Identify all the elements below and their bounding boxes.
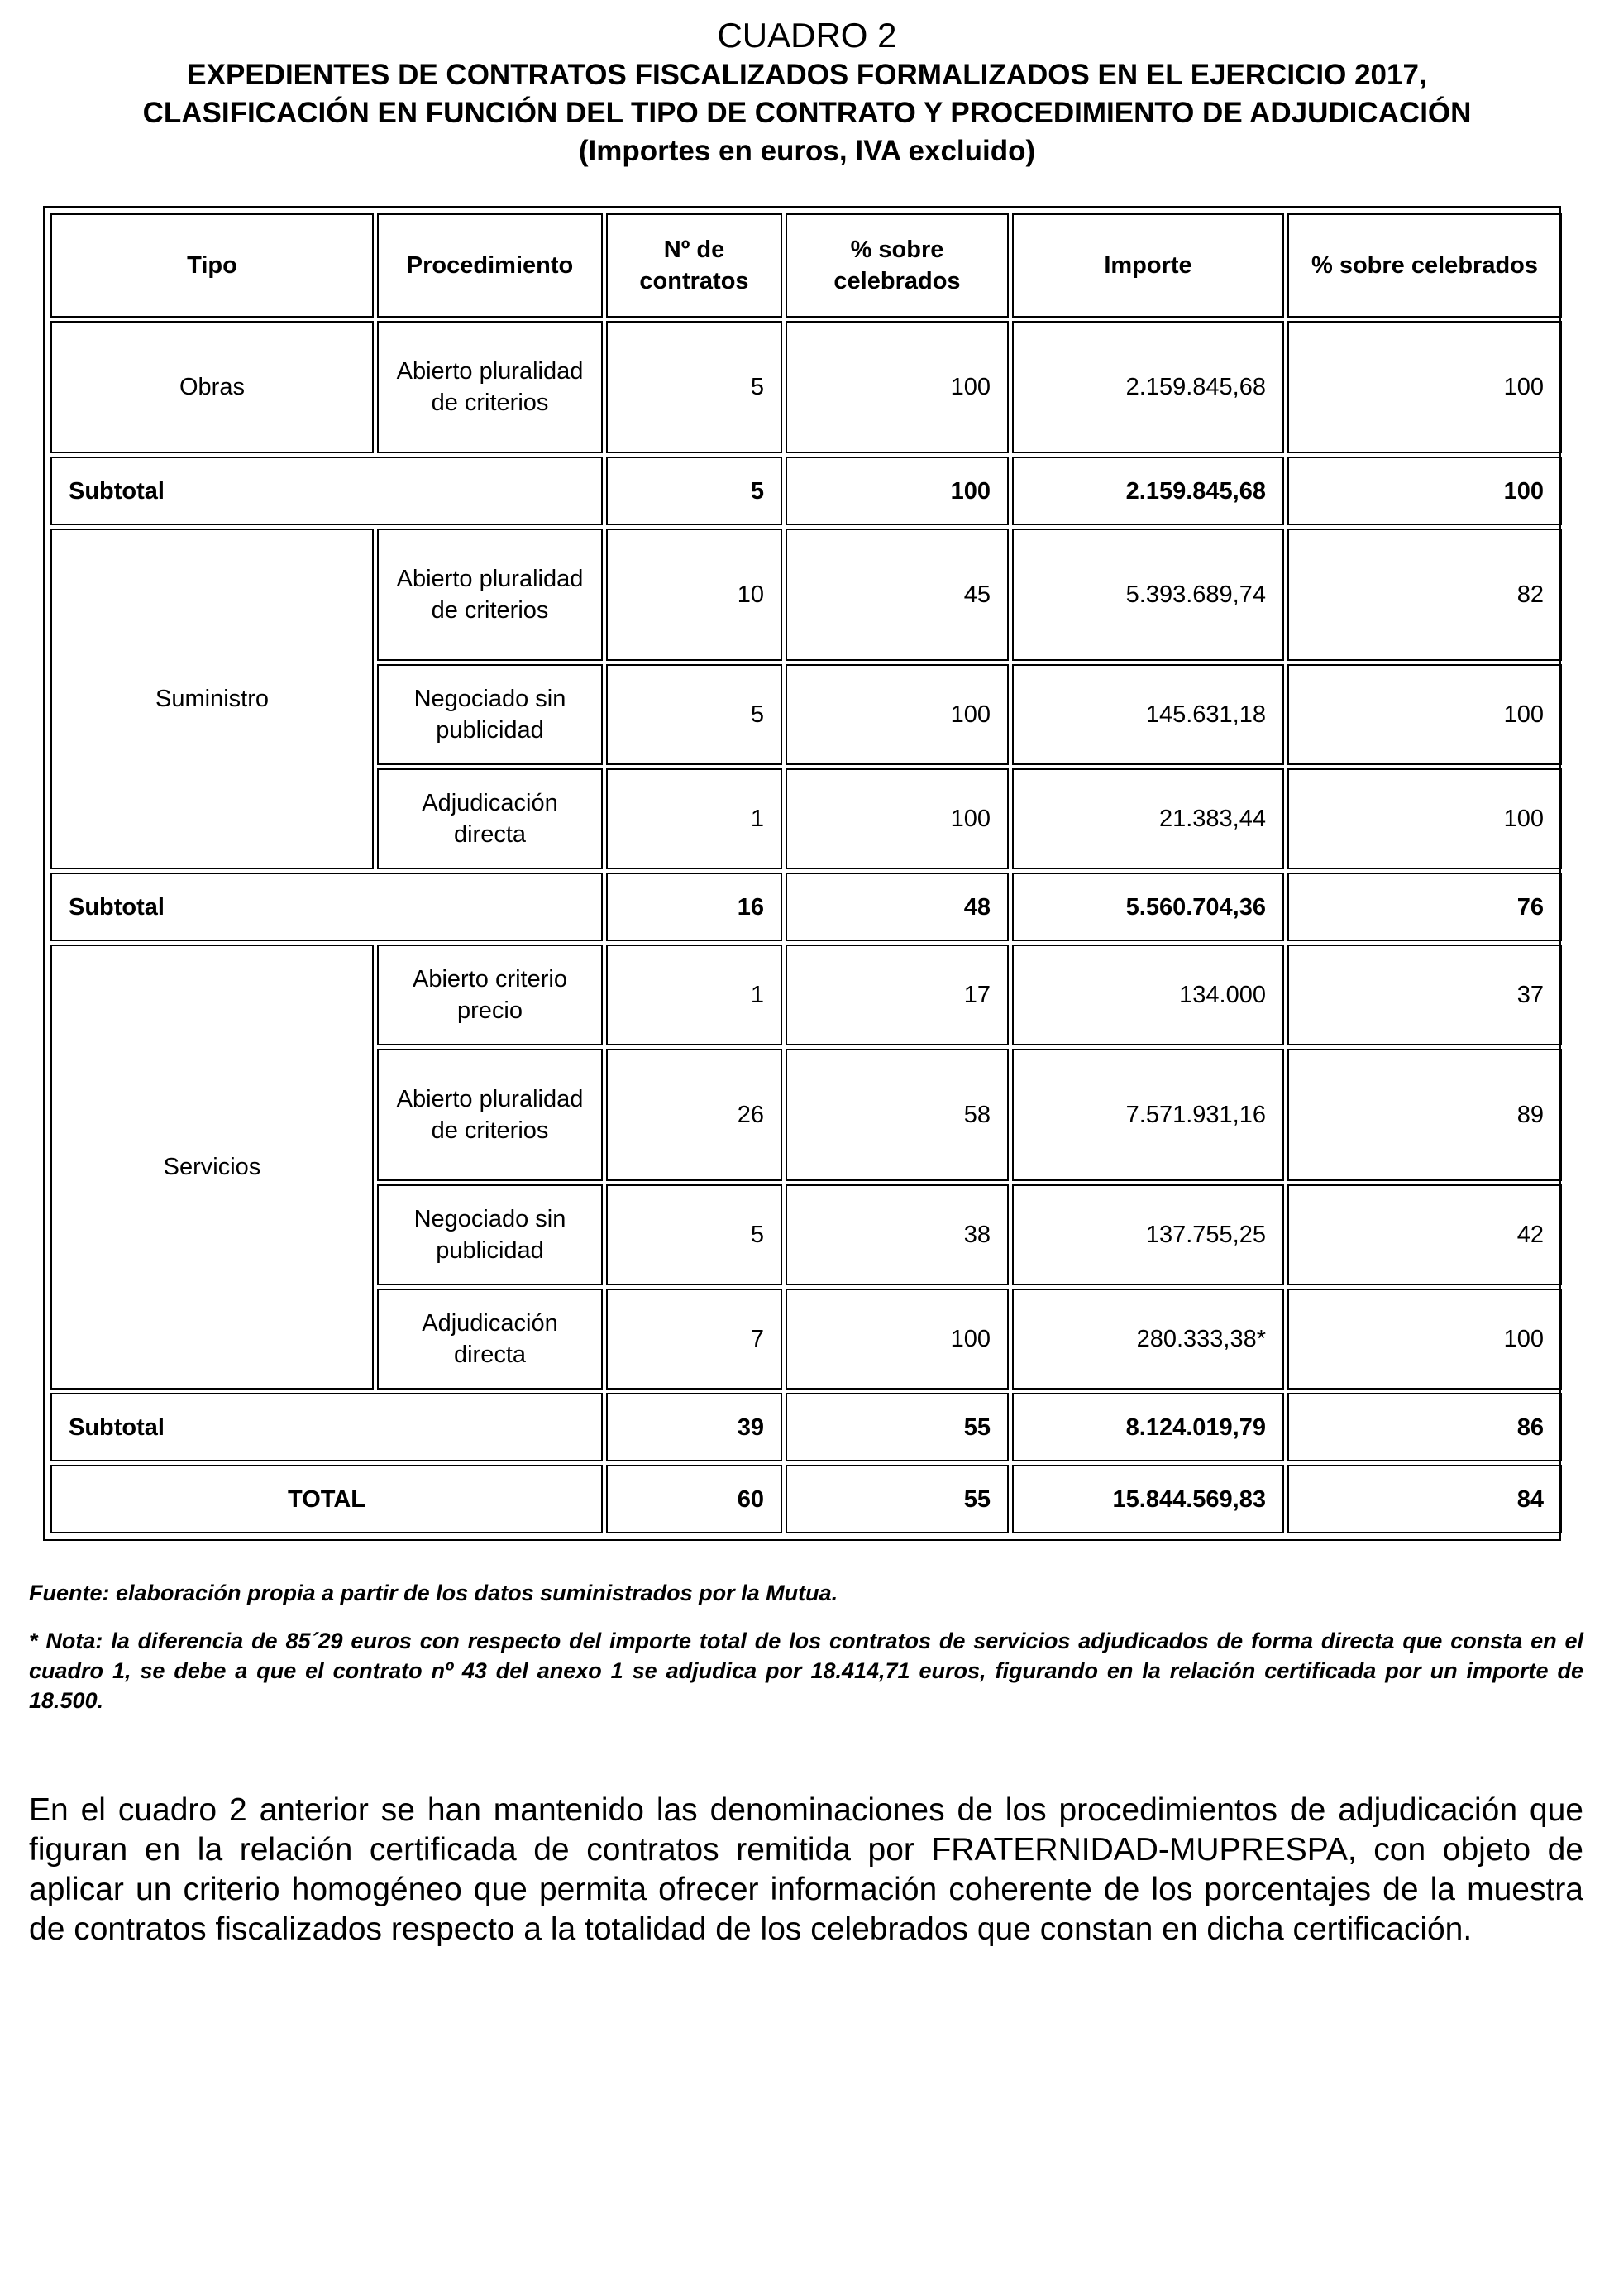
importe-cell: 7.571.931,16 <box>1012 1049 1284 1181</box>
importe-cell: 137.755,25 <box>1012 1184 1284 1285</box>
procedimiento-cell: Adjudicación directa <box>377 768 603 869</box>
num-contratos-cell: 1 <box>606 945 782 1045</box>
pct-importe-cell: 100 <box>1287 664 1562 765</box>
importe-cell: 5.393.689,74 <box>1012 529 1284 661</box>
procedimiento-cell: Adjudicación directa <box>377 1289 603 1390</box>
col-header-num-contratos: Nº de contratos <box>606 213 782 318</box>
pct-contratos-cell: 100 <box>786 321 1009 453</box>
importe-cell: 134.000 <box>1012 945 1284 1045</box>
subtotal-row <box>50 1393 1562 1461</box>
page-subtitle-2: CLASIFICACIÓN EN FUNCIÓN DEL TIPO DE CONTRATO Y PROCEDIMIENTO DE ADJUDICACIÓN <box>142 97 1472 129</box>
importe-cell: 5.560.704,36 <box>1012 873 1284 941</box>
importe-cell: 8.124.019,79 <box>1012 1393 1284 1461</box>
procedimiento-cell: Negociado sin publicidad <box>377 664 603 765</box>
pct-contratos-cell: 48 <box>786 873 1009 941</box>
tipo-cell: Suministro <box>50 529 374 869</box>
num-contratos-cell: 60 <box>606 1465 782 1533</box>
pct-importe-cell: 42 <box>1287 1184 1562 1285</box>
pct-importe-cell: 76 <box>1287 873 1562 941</box>
pct-contratos-cell: 55 <box>786 1465 1009 1533</box>
importe-cell: 2.159.845,68 <box>1012 321 1284 453</box>
subtotal-label: Subtotal <box>50 457 603 525</box>
contracts-table <box>47 210 1565 1537</box>
contracts-table-frame <box>43 206 1561 1541</box>
pct-contratos-cell: 17 <box>786 945 1009 1045</box>
num-contratos-cell: 1 <box>606 768 782 869</box>
tipo-cell: Obras <box>50 321 374 453</box>
source-note: Fuente: elaboración propia a partir de los datos suministrados por la Mutua. <box>29 1581 838 1605</box>
procedimiento-cell: Abierto pluralidad de criterios <box>377 1049 603 1181</box>
pct-importe-cell: 86 <box>1287 1393 1562 1461</box>
subtotal-label: Subtotal <box>50 873 603 941</box>
table-row <box>50 321 1562 453</box>
procedimiento-cell: Negociado sin publicidad <box>377 1184 603 1285</box>
pct-contratos-cell: 55 <box>786 1393 1009 1461</box>
pct-importe-cell: 100 <box>1287 321 1562 453</box>
pct-contratos-cell: 58 <box>786 1049 1009 1181</box>
col-header-pct-contratos: % sobre celebrados <box>786 213 1009 318</box>
procedimiento-cell: Abierto criterio precio <box>377 945 603 1045</box>
page-subtitle-1: EXPEDIENTES DE CONTRATOS FISCALIZADOS FORMALIZADOS EN EL EJERCICIO 2017, <box>187 59 1427 91</box>
num-contratos-cell: 5 <box>606 321 782 453</box>
num-contratos-cell: 39 <box>606 1393 782 1461</box>
procedimiento-cell: Abierto pluralidad de criterios <box>377 321 603 453</box>
pct-contratos-cell: 38 <box>786 1184 1009 1285</box>
pct-contratos-cell: 45 <box>786 529 1009 661</box>
col-header-importe: Importe <box>1012 213 1284 318</box>
pct-contratos-cell: 100 <box>786 1289 1009 1390</box>
pct-contratos-cell: 100 <box>786 457 1009 525</box>
subtotal-label: Subtotal <box>50 1393 603 1461</box>
num-contratos-cell: 16 <box>606 873 782 941</box>
footnote: * Nota: la diferencia de 85´29 euros con respecto del importe total de los contratos de servicios adjudicados de forma directa que consta en el cuadro 1, se debe a que el contrato nº 43 del anexo 1 se adjudica por 18.414,71 euros, figurando en la relación certificada por un importe de 18.500. <box>29 1629 1583 1713</box>
col-header-pct-importe: % sobre celebrados <box>1287 213 1562 318</box>
pct-contratos-cell: 100 <box>786 768 1009 869</box>
num-contratos-cell: 7 <box>606 1289 782 1390</box>
table-row <box>50 945 1562 1045</box>
pct-importe-cell: 37 <box>1287 945 1562 1045</box>
num-contratos-cell: 10 <box>606 529 782 661</box>
subtotal-row <box>50 873 1562 941</box>
num-contratos-cell: 26 <box>606 1049 782 1181</box>
tipo-cell: Servicios <box>50 945 374 1390</box>
table-row <box>50 529 1562 661</box>
page-title: CUADRO 2 <box>717 16 897 55</box>
num-contratos-cell: 5 <box>606 457 782 525</box>
page-subtitle-3: (Importes en euros, IVA excluido) <box>578 135 1036 167</box>
pct-importe-cell: 89 <box>1287 1049 1562 1181</box>
pct-contratos-cell: 100 <box>786 664 1009 765</box>
pct-importe-cell: 100 <box>1287 457 1562 525</box>
body-paragraph: En el cuadro 2 anterior se han mantenido las denominaciones de los procedimientos de adjudicación que figuran en la relación certificada de contratos remitida por FRATERNIDAD-MUPRESPA, con objeto de aplicar un criterio homogéneo que permita ofrecer información coherente de los porcentajes de la muestra de contratos fiscalizados respecto a la totalidad de los celebrados que constan en dicha certificación. <box>29 1792 1583 1947</box>
pct-importe-cell: 100 <box>1287 1289 1562 1390</box>
pct-importe-cell: 82 <box>1287 529 1562 661</box>
page-header <box>0 15 1614 170</box>
importe-cell: 145.631,18 <box>1012 664 1284 765</box>
total-label: TOTAL <box>50 1465 603 1533</box>
pct-importe-cell: 100 <box>1287 768 1562 869</box>
importe-cell: 21.383,44 <box>1012 768 1284 869</box>
importe-cell: 15.844.569,83 <box>1012 1465 1284 1533</box>
importe-cell: 2.159.845,68 <box>1012 457 1284 525</box>
importe-cell: 280.333,38* <box>1012 1289 1284 1390</box>
num-contratos-cell: 5 <box>606 664 782 765</box>
procedimiento-cell: Abierto pluralidad de criterios <box>377 529 603 661</box>
col-header-tipo: Tipo <box>50 213 374 318</box>
pct-importe-cell: 84 <box>1287 1465 1562 1533</box>
table-header-row <box>50 213 1562 318</box>
subtotal-row <box>50 457 1562 525</box>
col-header-procedimiento: Procedimiento <box>377 213 603 318</box>
num-contratos-cell: 5 <box>606 1184 782 1285</box>
total-row <box>50 1465 1562 1533</box>
